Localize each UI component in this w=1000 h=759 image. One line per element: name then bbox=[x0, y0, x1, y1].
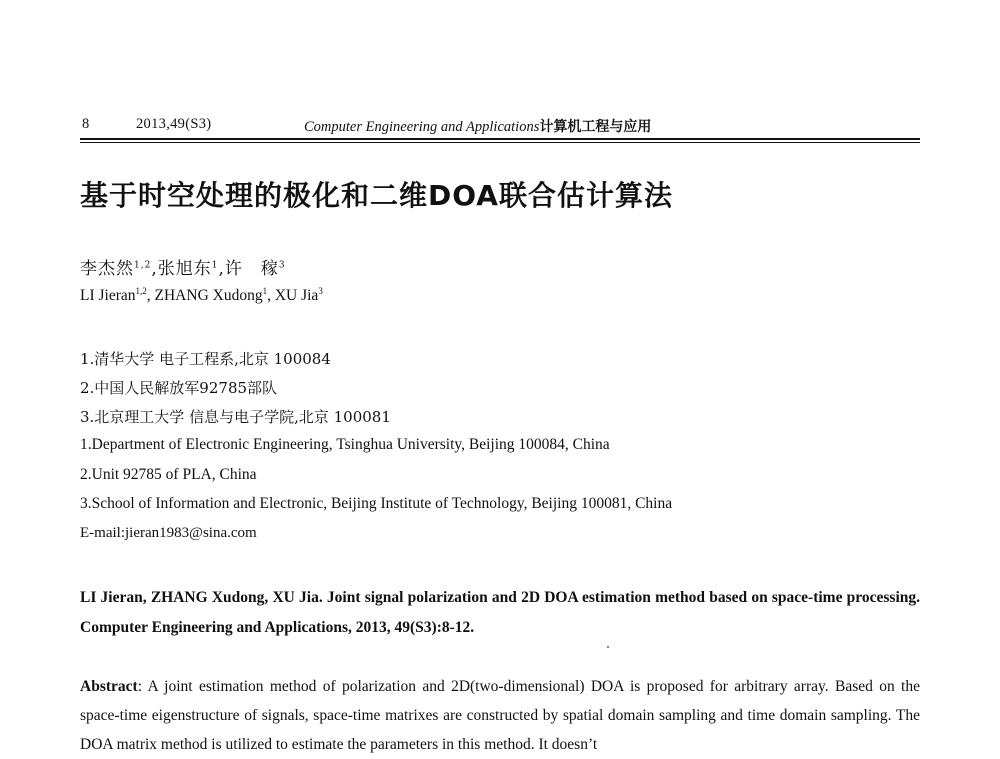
affiliation-en-3: 3.School of Information and Electronic, Beijing Institute of Technology, Beijing 100081, China bbox=[80, 495, 673, 512]
author-1-en-affiliation-mark: 1,2 bbox=[135, 285, 147, 296]
header-rule-thick bbox=[80, 138, 920, 140]
author-3-cn-affiliation-mark: 3 bbox=[278, 260, 286, 271]
running-header bbox=[80, 116, 920, 136]
abstract-text: : A joint estimation method of polarization and 2D(two-dimensional) DOA is proposed for arbitrary array. Based on the space-time eigenstructure of signals, space-time matrixes are constructed by spatial domain sampling and time domain sampling. The DOA matrix method is utilized to estimate the parameters in this method. It doesn’t bbox=[80, 678, 920, 753]
author-2-cn: 张旭东 bbox=[157, 259, 212, 279]
author-separator: , bbox=[146, 287, 155, 304]
authors-chinese bbox=[80, 254, 286, 279]
author-2-en-affiliation-mark: 1 bbox=[262, 285, 268, 296]
page-number: 8 bbox=[82, 116, 90, 132]
authors-english bbox=[80, 287, 323, 305]
author-3-cn: 许 稼 bbox=[224, 259, 279, 279]
author-1-en: LI Jieran bbox=[80, 287, 136, 304]
affiliation-en-1: 1.Department of Electronic Engineering, Tsinghua University, Beijing 100084, China bbox=[80, 436, 610, 453]
author-2-cn-affiliation-mark: 1 bbox=[211, 260, 219, 271]
abstract-label: Abstract bbox=[80, 678, 138, 695]
affiliation-cn-1: 1.清华大学 电子工程系,北京 100084 bbox=[80, 350, 331, 368]
author-3-en-affiliation-mark: 3 bbox=[318, 285, 323, 296]
author-1-cn: 李杰然 bbox=[80, 259, 134, 279]
citation-reference: LI Jieran, ZHANG Xudong, XU Jia. Joint signal polarization and 2D DOA estimation method based on space-time processing. Computer Engineering and Applications, 2013, 49(S3):8-12. bbox=[80, 589, 920, 636]
author-separator: , bbox=[218, 259, 225, 279]
scan-speck bbox=[607, 646, 609, 648]
author-separator: , bbox=[151, 259, 158, 279]
affiliation-cn-3: 3.北京理工大学 信息与电子学院,北京 100081 bbox=[80, 408, 391, 426]
journal-issue: 2013,49(S3) bbox=[136, 116, 212, 132]
journal-name-cn: 计算机工程与应用 bbox=[539, 119, 652, 135]
header-rule-thin bbox=[80, 142, 920, 143]
journal-name bbox=[304, 116, 651, 136]
author-2-en: ZHANG Xudong bbox=[154, 287, 263, 304]
paper-title: 基于时空处理的极化和二维DOA联合估计算法 bbox=[80, 179, 673, 212]
abstract bbox=[80, 672, 920, 759]
author-separator: , bbox=[267, 287, 275, 304]
author-3-en: XU Jia bbox=[274, 287, 319, 304]
affiliation-cn-2: 2.中国人民解放军92785部队 bbox=[80, 379, 278, 397]
affiliation-en-2: 2.Unit 92785 of PLA, China bbox=[80, 466, 257, 483]
author-1-cn-affiliation-mark: 1,2 bbox=[134, 260, 152, 271]
journal-name-en: Computer Engineering and Applications bbox=[304, 119, 540, 135]
author-email: E-mail:jieran1983@sina.com bbox=[80, 525, 257, 541]
